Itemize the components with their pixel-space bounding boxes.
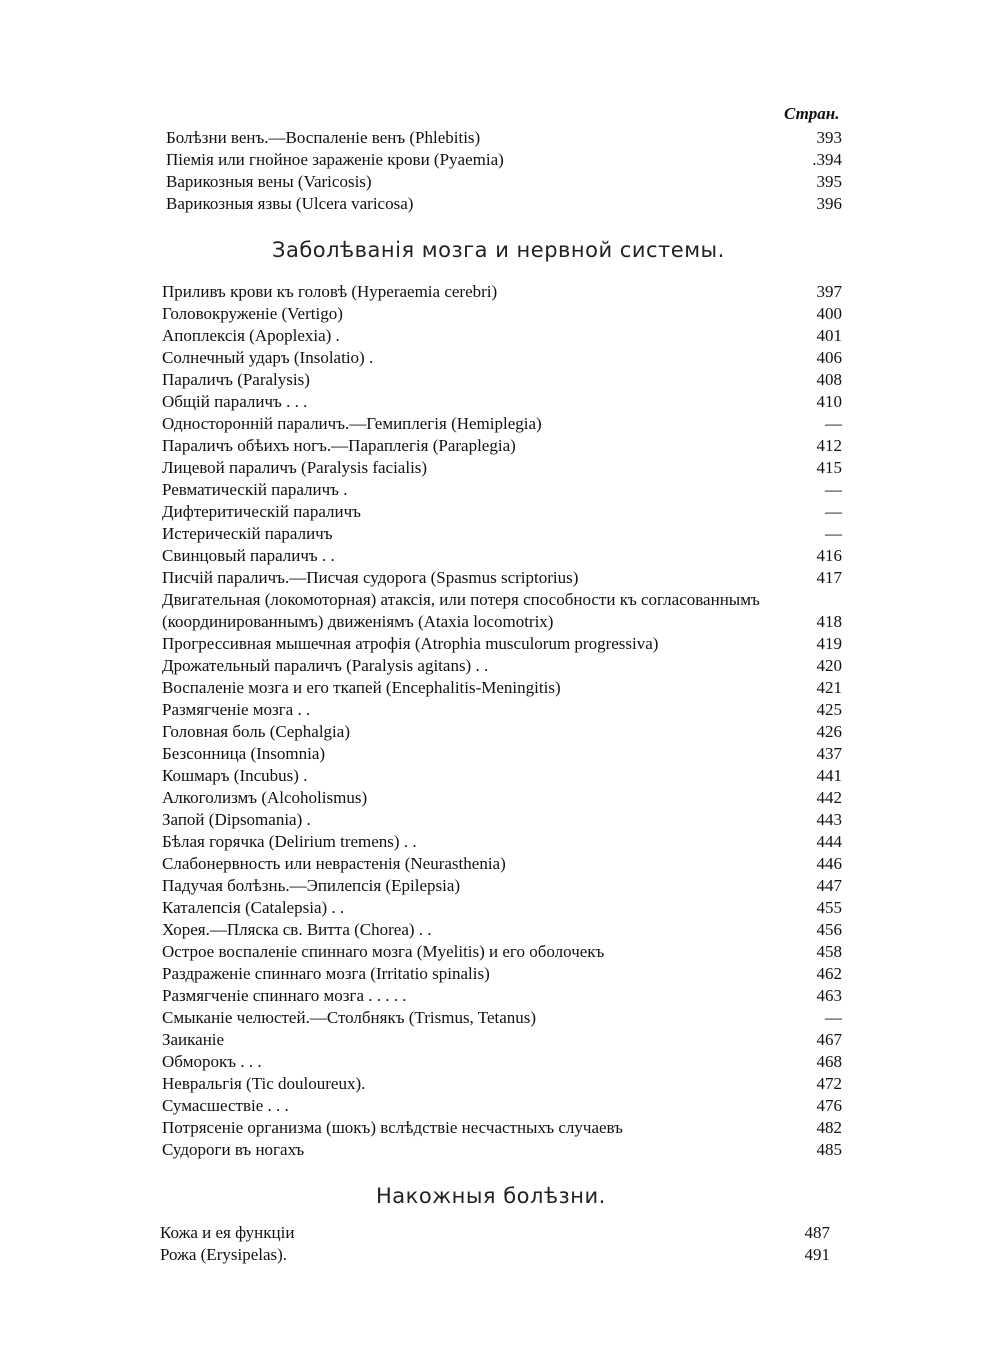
toc-entry-page-number: 408 [816,370,842,389]
toc-entry-page-number: — [825,1008,842,1027]
toc-entry-title: Безсонница (Insomnia) [162,744,326,763]
page-column-label: Стран. [784,104,840,123]
toc-entry [162,721,842,743]
toc-entry [162,853,842,875]
section-heading-skin-diseases: Накожныя болѣзни. [376,1184,606,1208]
toc-entry [162,941,842,963]
toc-entry-title: Раздраженіе спиннаго мозга (Irritatio spinalis) [162,964,490,983]
toc-entry [162,699,842,721]
toc-entry-page-number: 476 [816,1096,842,1115]
toc-entry-title: Сумасшествіе . . . [162,1096,289,1115]
toc-entry-page-number: 442 [816,788,842,807]
toc-entry-page-number: 425 [816,700,842,719]
toc-entry [162,897,842,919]
toc-entry-title: Слабонервность или неврастенія (Neurasthenia) [162,854,506,873]
toc-entry-title: Каталепсія (Catalepsia) . . [162,898,345,917]
toc-entry-page-number: — [825,524,842,543]
toc-entry-title: Хорея.—Пляска св. Витта (Chorea) . . [162,920,432,939]
toc-entry [162,435,842,457]
toc-entry-title: Падучая болѣзнь.—Эпилепсія (Epilepsia) [162,876,461,895]
toc-entry-page-number: 420 [816,656,842,675]
toc-entry [162,985,842,1007]
toc-entry-page-number: 458 [816,942,842,961]
toc-entry-page-number: 456 [816,920,842,939]
toc-entry-page-number: 467 [816,1030,842,1049]
toc-entry-title: Параличъ обѣихъ ногъ.—Параплегія (Paraplegia) [162,436,516,455]
toc-entry-title: Солнечный ударъ (Insolatio) . [162,348,374,367]
toc-entry [162,369,842,391]
toc-entry-title: Бѣлая горячка (Delirium tremens) . . [162,832,417,851]
toc-entry-page-number: 482 [816,1118,842,1137]
toc-entry [162,787,842,809]
toc-entry [162,743,842,765]
toc-entry-title: Смыканіе челюстей.—Столбнякъ (Trismus, Tetanus) [162,1008,537,1027]
toc-entry [162,413,842,435]
toc-entry-page-number: 443 [816,810,842,829]
toc-entry-title: Параличъ (Paralysis) [162,370,310,389]
toc-group-veins [166,127,842,215]
toc-entry-title: Запой (Dipsomania) . [162,810,311,829]
toc-entry [162,303,842,325]
toc-entry [162,281,842,303]
toc-entry [162,1029,842,1051]
toc-entry-page-number: 397 [816,282,842,301]
toc-entry-title: Лицевой параличъ (Paralysis facialis) [162,458,428,477]
toc-entry-page-number: 455 [816,898,842,917]
toc-entry [166,193,842,215]
toc-entry-title: Рожа (Erysipelas). [160,1245,288,1264]
toc-entry [162,633,842,655]
toc-entry [162,457,842,479]
toc-entry-title: Болѣзни венъ.—Воспаленіе венъ (Phlebitis) [166,128,481,147]
toc-entry [166,171,842,193]
toc-entry [162,831,842,853]
toc-entry-title: Головокруженіе (Vertigo) [162,304,343,323]
toc-entry-page-number: .394 [812,150,842,169]
toc-entry-title: Размягченіе мозга . . [162,700,311,719]
toc-entry [166,149,842,171]
toc-entry-page-number: 446 [816,854,842,873]
toc-entry-title: Свинцовый параличъ . . [162,546,335,565]
toc-entry [162,589,842,633]
toc-entry-page-number: 444 [816,832,842,851]
toc-entry-title: Воспаленіе мозга и его ткапей (Encephalitis-Meningitis) [162,678,561,697]
toc-entry-page-number: 395 [816,172,842,191]
toc-entry-page-number: 416 [816,546,842,565]
toc-entry-title: Размягченіе спиннаго мозга . . . . . [162,986,407,1005]
toc-entry-title: Обморокъ . . . [162,1052,262,1071]
toc-entry-title: Апоплексія (Apoplexia) . [162,326,340,345]
toc-entry-title: Ревматическій параличъ . [162,480,348,499]
toc-entry-page-number: — [825,502,842,521]
toc-entry-page-number: 463 [816,986,842,1005]
toc-entry [162,875,842,897]
toc-entry [162,1095,842,1117]
toc-entry-title: Кожа и ея функціи [160,1223,295,1242]
toc-entry [160,1222,830,1244]
toc-entry-page-number: 491 [804,1245,830,1264]
toc-entry-page-number: 417 [816,568,842,587]
toc-entry-title: Общій параличъ . . . [162,392,308,411]
toc-entry [162,391,842,413]
toc-entry [166,127,842,149]
toc-entry [162,1139,842,1161]
toc-entry [162,765,842,787]
toc-entry [162,919,842,941]
toc-entry-title: Варикозныя язвы (Ulcera varicosa) [166,194,414,213]
toc-entry [160,1244,830,1266]
toc-entry-page-number: — [825,480,842,499]
toc-entry-title: Односторонній параличъ.—Гемиплегія (Hemiplegia) [162,414,542,433]
toc-entry-page-number: 419 [816,634,842,653]
toc-entry [162,963,842,985]
toc-entry-page-number: 415 [816,458,842,477]
toc-entry [162,809,842,831]
toc-entry-page-number: 396 [816,194,842,213]
toc-entry-title: Невральгія (Tic douloureux). [162,1074,366,1093]
toc-entry-title: Писчій параличъ.—Писчая судорога (Spasmus scriptorius) [162,568,579,587]
toc-entry-page-number: 400 [816,304,842,323]
toc-group-skin-diseases [160,1222,830,1266]
toc-entry-page-number: 468 [816,1052,842,1071]
toc-entry-title: Дифтеритическій параличъ [162,502,361,521]
toc-entry-page-number: 462 [816,964,842,983]
toc-entry-title: Головная боль (Cephalgia) [162,722,350,741]
toc-entry-title: Дрожательный параличъ (Paralysis agitans) . . [162,656,489,675]
toc-entry [162,1117,842,1139]
toc-entry [162,501,842,523]
toc-entry [162,325,842,347]
toc-entry-title: Прогрессивная мышечная атрофія (Atrophia musculorum progressiva) [162,634,659,653]
toc-entry [162,545,842,567]
toc-entry-page-number: 487 [804,1223,830,1242]
section-heading-nervous-system: Заболѣванія мозга и нервной системы. [272,238,725,262]
toc-entry-title: Острое воспаленіе спиннаго мозга (Myelitis) и его оболочекъ [162,942,605,961]
toc-entry-page-number: 447 [816,876,842,895]
toc-entry-title: Варикозныя вены (Varicosis) [166,172,372,191]
toc-entry-title: Двигательная (локомоторная) атаксія, или потеря способности къ согласованнымъ (координированнымъ) движеніямъ (Ataxia locomotrix) [162,590,760,631]
toc-entry [162,479,842,501]
toc-entry-title: Піемія или гнойное зараженіе крови (Pyaemia) [166,150,504,169]
toc-entry-title: Кошмаръ (Incubus) . [162,766,308,785]
toc-entry [162,1073,842,1095]
toc-entry [162,1051,842,1073]
toc-entry [162,677,842,699]
toc-entry-page-number: — [825,414,842,433]
toc-entry-title: Приливъ крови къ головѣ (Hyperaemia cerebri) [162,282,498,301]
toc-entry-title: Алкоголизмъ (Alcoholismus) [162,788,368,807]
toc-entry-page-number: 421 [816,678,842,697]
toc-entry-page-number: 410 [816,392,842,411]
toc-entry [162,347,842,369]
toc-entry [162,567,842,589]
toc-entry [162,655,842,677]
toc-entry-page-number: 426 [816,722,842,741]
toc-entry-page-number: 393 [816,128,842,147]
toc-entry-page-number: 418 [816,612,842,631]
toc-entry-page-number: 412 [816,436,842,455]
toc-entry [162,523,842,545]
toc-group-nervous-system [162,281,842,1161]
toc-entry-title: Потрясеніе организма (шокъ) вслѣдствіе несчастныхъ случаевъ [162,1118,623,1137]
toc-entry-page-number: 437 [816,744,842,763]
toc-entry-page-number: 472 [816,1074,842,1093]
toc-entry-page-number: 441 [816,766,842,785]
toc-entry [162,1007,842,1029]
toc-entry-page-number: 406 [816,348,842,367]
toc-entry-title: Заиканіе [162,1030,225,1049]
toc-entry-page-number: 485 [816,1140,842,1159]
toc-entry-title: Судороги въ ногахъ [162,1140,305,1159]
toc-entry-title: Истерическій параличъ [162,524,333,543]
toc-entry-page-number: 401 [816,326,842,345]
